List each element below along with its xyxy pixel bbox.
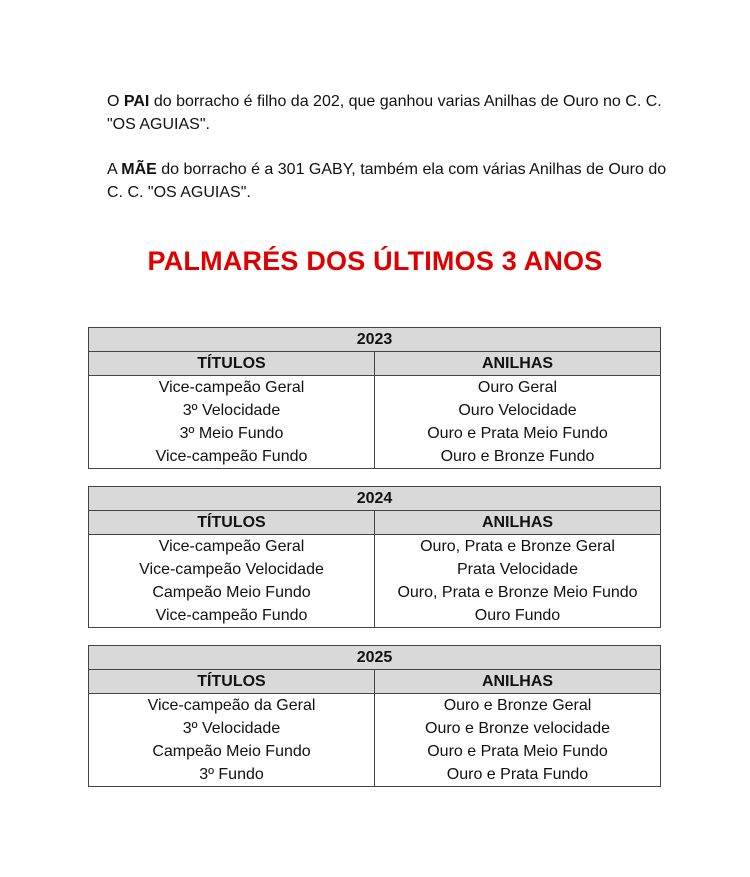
titulo-item: Vice-campeão Fundo bbox=[155, 607, 308, 624]
anilha-item: Ouro e Bronze Fundo bbox=[440, 448, 595, 465]
table-year: 2025 bbox=[89, 646, 661, 670]
paragraph-father-pre: O bbox=[107, 93, 124, 110]
titulos-cell bbox=[89, 376, 375, 469]
column-header-anilhas: ANILHAS bbox=[375, 511, 661, 535]
anilha-item: Ouro Fundo bbox=[474, 607, 561, 624]
column-header-titulos: TÍTULOS bbox=[89, 352, 375, 376]
palmares-table-2025 bbox=[88, 645, 661, 787]
titulo-item: 3º Velocidade bbox=[182, 402, 281, 419]
anilha-item: Ouro e Prata Meio Fundo bbox=[427, 743, 608, 760]
paragraph-mother bbox=[107, 158, 667, 204]
palmares-heading: PALMARÉS DOS ÚLTIMOS 3 ANOS bbox=[147, 246, 603, 276]
titulo-item: 3º Velocidade bbox=[182, 720, 281, 737]
paragraph-mother-post: do borracho é a 301 GABY, também ela com várias Anilhas de Ouro do C. C. "OS AGUIAS". bbox=[107, 161, 667, 201]
titulo-item: Vice-campeão Velocidade bbox=[139, 561, 324, 578]
anilha-item: Ouro e Prata Meio Fundo bbox=[427, 425, 608, 442]
column-header-titulos: TÍTULOS bbox=[89, 670, 375, 694]
anilhas-cell bbox=[375, 694, 661, 787]
paragraph-father-post: do borracho é filho da 202, que ganhou varias Anilhas de Ouro no C. C. "OS AGUIAS". bbox=[107, 93, 662, 133]
anilha-item: Ouro e Bronze velocidade bbox=[425, 720, 610, 737]
anilha-item: Ouro Velocidade bbox=[458, 402, 577, 419]
anilha-item: Ouro e Bronze Geral bbox=[443, 697, 592, 714]
anilha-item: Ouro, Prata e Bronze Geral bbox=[420, 538, 615, 555]
palmares-table-2023 bbox=[88, 327, 661, 469]
anilha-item: Ouro Geral bbox=[477, 379, 558, 396]
table-year: 2023 bbox=[89, 328, 661, 352]
anilhas-cell bbox=[375, 535, 661, 628]
table-year: 2024 bbox=[89, 487, 661, 511]
paragraph-father bbox=[107, 90, 667, 136]
titulo-item: Campeão Meio Fundo bbox=[152, 743, 311, 760]
titulo-item: Vice-campeão da Geral bbox=[147, 697, 316, 714]
anilha-item: Ouro, Prata e Bronze Meio Fundo bbox=[397, 584, 638, 601]
paragraph-mother-bold: MÃE bbox=[121, 161, 157, 178]
titulo-item: 3º Meio Fundo bbox=[179, 425, 284, 442]
titulo-item: Vice-campeão Geral bbox=[158, 379, 305, 396]
titulo-item: Campeão Meio Fundo bbox=[152, 584, 311, 601]
titulo-item: 3º Fundo bbox=[199, 766, 264, 783]
titulo-item: Vice-campeão Geral bbox=[158, 538, 305, 555]
column-header-titulos: TÍTULOS bbox=[89, 511, 375, 535]
anilha-item: Prata Velocidade bbox=[457, 561, 578, 578]
paragraph-mother-pre: A bbox=[107, 161, 122, 178]
paragraph-father-bold: PAI bbox=[123, 93, 150, 110]
column-header-anilhas: ANILHAS bbox=[375, 670, 661, 694]
anilha-item: Ouro e Prata Fundo bbox=[446, 766, 589, 783]
palmares-table-2024 bbox=[88, 486, 661, 628]
anilhas-cell bbox=[375, 376, 661, 469]
titulo-item: Vice-campeão Fundo bbox=[155, 448, 308, 465]
column-header-anilhas: ANILHAS bbox=[375, 352, 661, 376]
titulos-cell bbox=[89, 694, 375, 787]
titulos-cell bbox=[89, 535, 375, 628]
